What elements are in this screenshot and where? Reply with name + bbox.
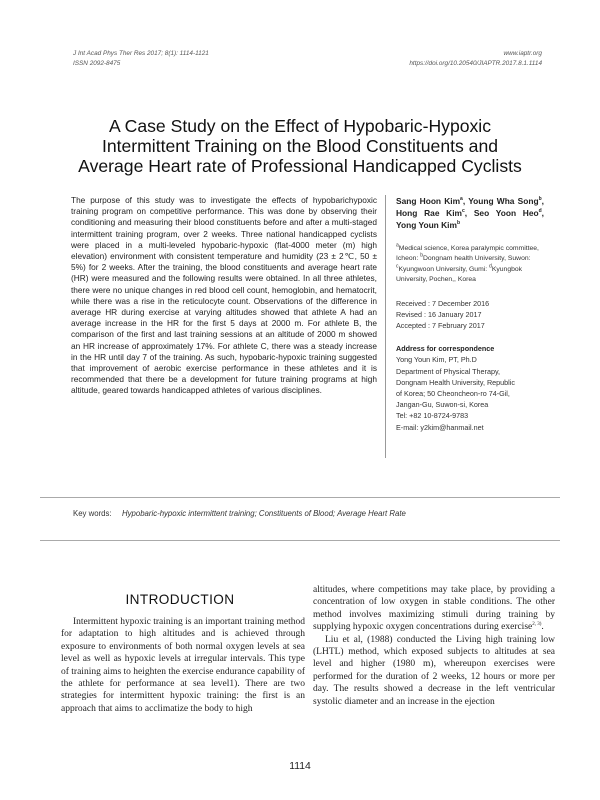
- affiliation-b: Dongnam health University, Suwon:: [422, 255, 531, 263]
- abstract: The purpose of this study was to investigate the effects of hypobarichypoxic training program on competitive performance. This was done by observing their conditioning and measuring their blood constituents before and after a multi-staged intermittent training program, over 2 weeks. Three national handicapped cyclists were placed in a multi-leveled hypobaric-hypoxic (flat-4000 meter (m) high elevation) environment with consistent temperature and humidity (23 ± 2℃, 50 ± 5%) for 2 weeks. After the training, the blood constituents and average heart rate (HR) were measured and the following results were obtained. In all three athletes, there were no unique changes in red blood cell count, hemoglobin, and hematocrit, while there was a rise in the reticulocyte count. Observations of the difference in average HR during exercise at varying altitudes showed that athlete A had an average increase in the HR for the first 5 days at 2000 m. For athlete B, the comparison of the first and last training sessions at an altitude of 2000 m showed an HR increase of approximately 17%. For athlete C, there was a steady increase in the HR until day 7 of the training. As such, hypobaric-hypoxic training suggested that improvement of aerobic exercise performance in these athletes and it is recommended that there be a development for future training programs at high altitude, geared towards handicapped athletes of various disciplines.: [71, 195, 377, 396]
- doi-link[interactable]: https://doi.org/10.20540/JIAPTR.2017.8.1.1114: [409, 60, 542, 67]
- body-paragraph: Liu et al, (1988) conducted the Living high training low (LHTL) method, which exposed subjects to altitudes at sea level and higher (1980 m), whereupon exercises were performed for the duration of 2 weeks, 12 hours or more per day. The results showed a decrease in the left ventricular systolic diameter and an increase in the ejection: [313, 634, 555, 707]
- section-heading-introduction: INTRODUCTION: [125, 592, 235, 607]
- author-affiliation-mark: c: [462, 208, 465, 215]
- issn: ISSN 2092-8475: [73, 60, 121, 67]
- affiliations: [396, 244, 544, 286]
- author-name: Young Wha Song: [468, 196, 539, 206]
- author-affiliation-mark: b: [538, 196, 542, 203]
- body-paragraph: altitudes, where competitions may take place, by providing a concentration of low oxygen in stable conditions. The other method involves maximizing stimuli during training by supplying hypoxic oxygen concentrations during exercise$^{2, 3)}$.: [313, 585, 555, 633]
- author-affiliation-mark: a: [460, 196, 463, 203]
- journal-citation: J Int Acad Phys Ther Res 2017; 8(1): 1114-1121: [73, 50, 209, 57]
- correspondence-address-line: Jangan-Gu, Suwon-si, Korea: [396, 400, 489, 410]
- body-column-left: [61, 616, 305, 715]
- correspondence-address-line: of Korea; 50 Cheoncheon-ro 74-Gil,: [396, 389, 510, 399]
- author-name: Seo Yoon Heo: [473, 208, 539, 219]
- article-dates: [396, 298, 544, 332]
- article-info-column: [396, 195, 544, 433]
- author-name: Sang Hoon Kim: [396, 196, 461, 206]
- journal-website-link[interactable]: www.iaptr.org: [503, 50, 542, 57]
- running-header-right: [409, 49, 542, 69]
- affiliation-c: Kyungwoon University, Gumi:: [398, 265, 488, 273]
- keywords-label: Key words:: [73, 509, 112, 518]
- affiliation-mark: d: [489, 263, 492, 270]
- affiliation-a: Medical science, Korea paralympic committee, Icheon:: [396, 244, 539, 263]
- correspondence-email-link[interactable]: E-mail: y2kim@hanmail.net: [396, 422, 484, 432]
- correspondence-phone: Tel: +82 10-8724-9783: [396, 411, 469, 421]
- author-name: Hong Rae Kim: [396, 208, 463, 219]
- title-line-3: Average Heart rate of Professional Handicapped Cyclists: [78, 156, 522, 176]
- citation-reference: 2, 3): [532, 622, 542, 628]
- revised-date: Revised : 16 January 2017: [396, 309, 482, 319]
- title-line-1: A Case Study on the Effect of Hypobaric-Hypoxic: [108, 116, 492, 136]
- keywords-bottom-rule: [40, 540, 560, 541]
- received-date: Received : 7 December 2016: [396, 298, 490, 308]
- body-paragraph: Intermittent hypoxic training is an important training method for adaptation to high altitudes and is achieved through exposure to environments of both normal oxygen levels at sea level as well as hypoxic levels at irregular intervals. This type of training aims to heighten the exercise endurance capability of the athlete for performance at sea level1). There are two strategies for intermittent hypoxic training: the first is an approach that aims to acclimatize the body to high: [61, 617, 306, 714]
- affiliation-d: Kyungbok University, Pochen,, Korea: [396, 265, 523, 284]
- author-name: Yong Youn Kim: [396, 220, 457, 231]
- affiliation-mark: a: [396, 242, 399, 249]
- correspondence-address-line: Dongnam Health University, Republic: [396, 377, 515, 387]
- correspondence-name: Yong Youn Kim, PT, Ph.D: [396, 355, 477, 365]
- author-affiliation-mark: b: [456, 220, 461, 227]
- keywords-top-rule: [40, 497, 560, 498]
- correspondence-title: Address for correspondence: [396, 344, 495, 354]
- keywords-text: Hypobaric-hypoxic intermittent training; Constituents of Blood; Average Heart Rate: [122, 509, 406, 518]
- accepted-date: Accepted : 7 February 2017: [396, 321, 485, 331]
- affiliation-mark: b: [420, 252, 423, 259]
- affiliation-mark: c: [396, 263, 399, 270]
- author-list: Sang Hoon Kim$^a$, Young Wha Song$^b$, Hong Rae Kim$^c$, Seo Yoon Heo$^d$, Yong Youn Kim$^b$: [396, 196, 544, 231]
- correspondence-address-line: Department of Physical Therapy,: [396, 366, 500, 376]
- running-header-left: [73, 49, 209, 69]
- title-line-2: Intermittent Training on the Blood Constituents and: [101, 136, 499, 156]
- body-paragraph-text: altitudes, where competitions may take place, by providing a concentration of low oxygen in stable conditions. The other method involves maximizing stimuli during training by supplying hypoxic oxygen concentrations during exercise: [313, 585, 555, 633]
- correspondence: [396, 343, 544, 433]
- author-affiliation-mark: d: [538, 208, 542, 215]
- page-number: 1114: [289, 761, 311, 772]
- article-title: [40, 116, 560, 176]
- body-column-right: [313, 584, 555, 708]
- column-divider: [385, 195, 386, 458]
